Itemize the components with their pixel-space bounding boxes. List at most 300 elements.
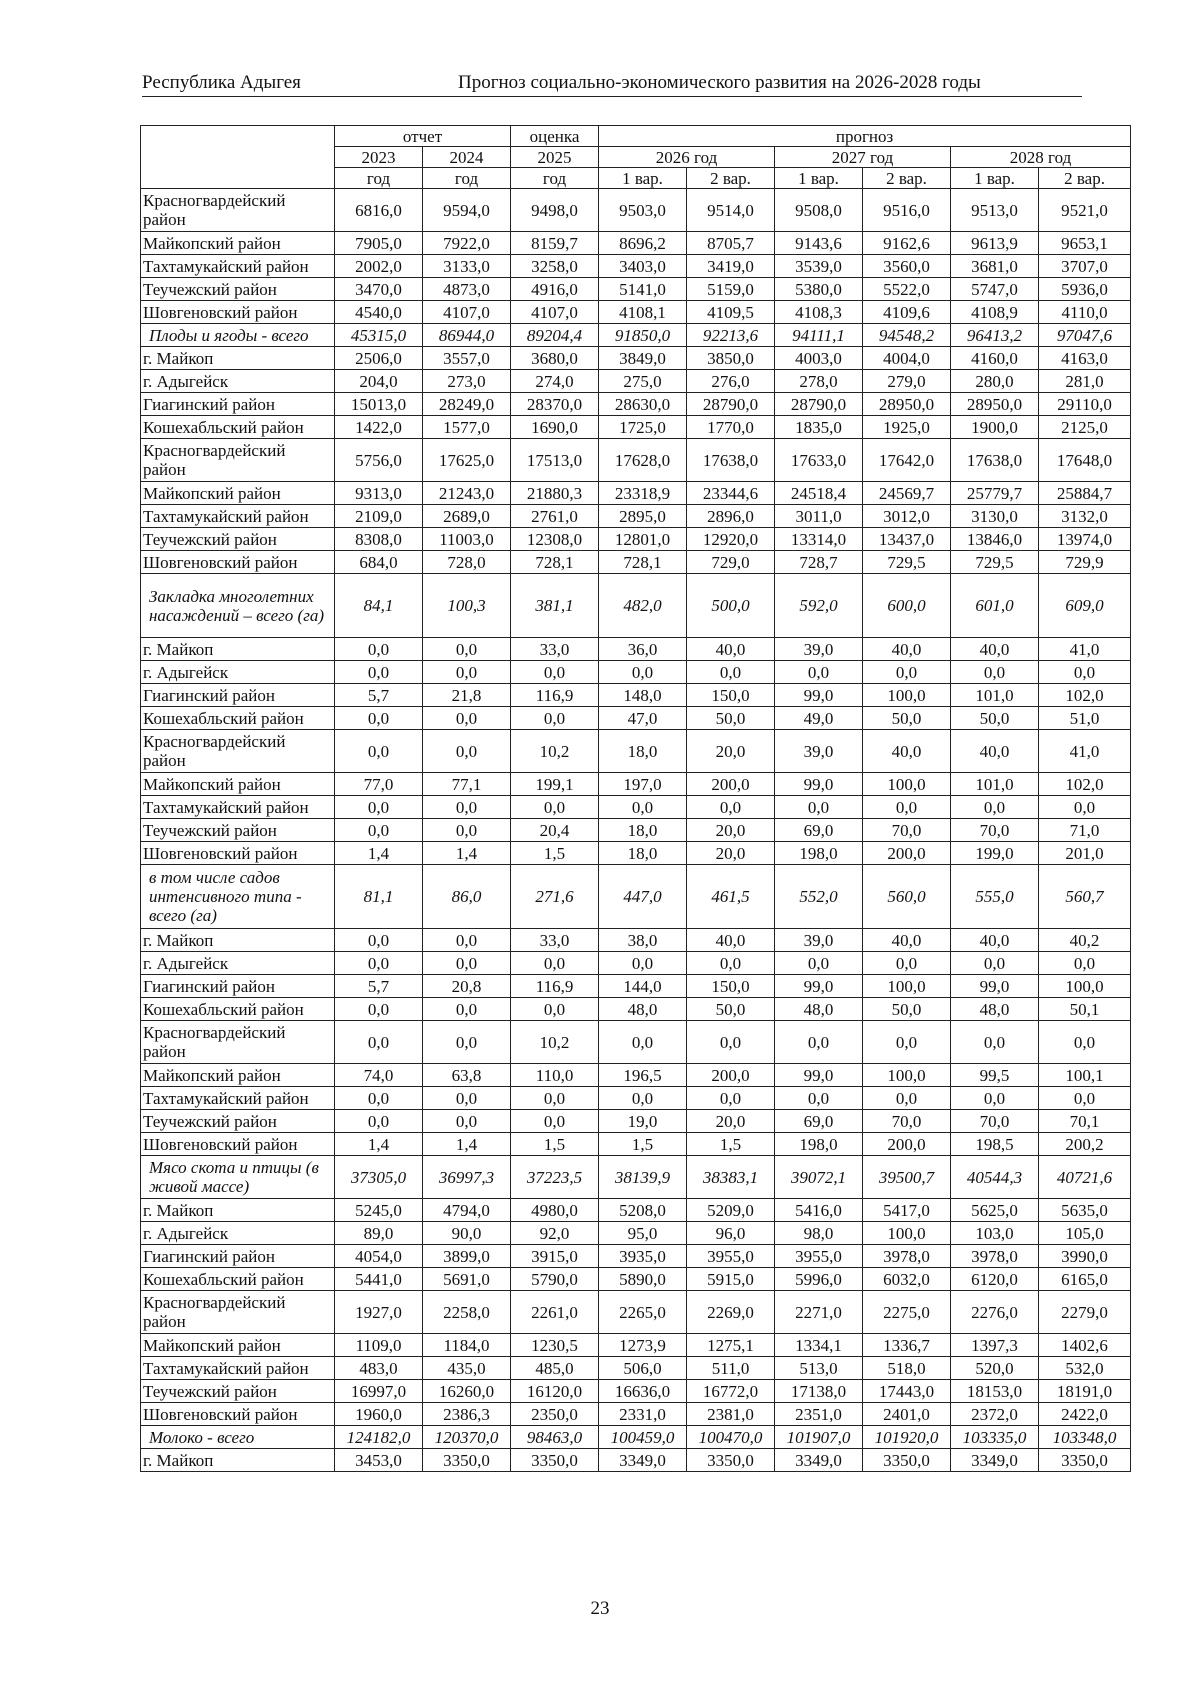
- value-cell: 99,0: [951, 975, 1039, 998]
- value-cell: 48,0: [775, 998, 863, 1021]
- value-cell: 447,0: [599, 865, 687, 929]
- value-cell: 8308,0: [335, 528, 423, 551]
- value-cell: 1927,0: [335, 1291, 423, 1334]
- value-cell: 5890,0: [599, 1268, 687, 1291]
- value-cell: 1184,0: [423, 1334, 511, 1357]
- value-cell: 45315,0: [335, 324, 423, 347]
- value-cell: 3132,0: [1039, 505, 1131, 528]
- value-cell: 2761,0: [511, 505, 599, 528]
- value-cell: 10,2: [511, 730, 599, 773]
- value-cell: 33,0: [511, 929, 599, 952]
- value-cell: 9521,0: [1039, 189, 1131, 232]
- value-cell: 729,5: [863, 551, 951, 574]
- header-year-2025: 2025: [511, 147, 599, 168]
- value-cell: 0,0: [423, 998, 511, 1021]
- value-cell: 9613,9: [951, 232, 1039, 255]
- value-cell: 3539,0: [775, 255, 863, 278]
- value-cell: 3130,0: [951, 505, 1039, 528]
- value-cell: 70,0: [951, 1110, 1039, 1133]
- value-cell: 9513,0: [951, 189, 1039, 232]
- row-label: г. Адыгейск: [141, 661, 335, 684]
- value-cell: 92213,6: [687, 324, 775, 347]
- value-cell: 105,0: [1039, 1222, 1131, 1245]
- value-cell: 18153,0: [951, 1380, 1039, 1403]
- value-cell: 2372,0: [951, 1403, 1039, 1426]
- table-row: [141, 952, 1131, 975]
- table-row: [141, 1380, 1131, 1403]
- row-label: Закладка многолетних насаждений – всего (га): [141, 574, 335, 638]
- row-label: г. Майкоп: [141, 638, 335, 661]
- value-cell: 98,0: [775, 1222, 863, 1245]
- table-row: [141, 1403, 1131, 1426]
- value-cell: 100,0: [863, 1222, 951, 1245]
- value-cell: 0,0: [423, 1110, 511, 1133]
- value-cell: 37305,0: [335, 1156, 423, 1199]
- category-row: [141, 1156, 1131, 1199]
- value-cell: 0,0: [863, 796, 951, 819]
- row-label: Шовгеновский район: [141, 1403, 335, 1426]
- value-cell: 0,0: [1039, 1021, 1131, 1064]
- value-cell: 5747,0: [951, 278, 1039, 301]
- value-cell: 17443,0: [863, 1380, 951, 1403]
- value-cell: 0,0: [599, 1021, 687, 1064]
- value-cell: 2896,0: [687, 505, 775, 528]
- value-cell: 41,0: [1039, 730, 1131, 773]
- row-label: Майкопский район: [141, 482, 335, 505]
- value-cell: 99,0: [775, 684, 863, 707]
- value-cell: 102,0: [1039, 773, 1131, 796]
- value-cell: 81,1: [335, 865, 423, 929]
- value-cell: 1,5: [511, 842, 599, 865]
- value-cell: 3899,0: [423, 1245, 511, 1268]
- value-cell: 40,0: [951, 638, 1039, 661]
- value-cell: 18,0: [599, 842, 687, 865]
- value-cell: 200,0: [687, 1064, 775, 1087]
- value-cell: 729,0: [687, 551, 775, 574]
- value-cell: 1230,5: [511, 1334, 599, 1357]
- value-cell: 150,0: [687, 684, 775, 707]
- value-cell: 5790,0: [511, 1268, 599, 1291]
- table-row: [141, 416, 1131, 439]
- row-label: в том числе садов интенсивного типа - всего (га): [141, 865, 335, 929]
- value-cell: 77,0: [335, 773, 423, 796]
- table-row: [141, 1110, 1131, 1133]
- value-cell: 3350,0: [423, 1449, 511, 1472]
- value-cell: 6816,0: [335, 189, 423, 232]
- value-cell: 199,1: [511, 773, 599, 796]
- value-cell: 6165,0: [1039, 1268, 1131, 1291]
- header-god-2023: год: [335, 168, 423, 189]
- value-cell: 0,0: [423, 661, 511, 684]
- value-cell: 41,0: [1039, 638, 1131, 661]
- category-row: [141, 865, 1131, 929]
- table-row: [141, 189, 1131, 232]
- value-cell: 40,0: [951, 730, 1039, 773]
- table-row: [141, 1357, 1131, 1380]
- value-cell: 16636,0: [599, 1380, 687, 1403]
- value-cell: 91850,0: [599, 324, 687, 347]
- value-cell: 1,5: [511, 1133, 599, 1156]
- table-row: [141, 505, 1131, 528]
- value-cell: 0,0: [335, 819, 423, 842]
- value-cell: 2350,0: [511, 1403, 599, 1426]
- value-cell: 99,0: [775, 975, 863, 998]
- value-cell: 4794,0: [423, 1199, 511, 1222]
- value-cell: 89204,4: [511, 324, 599, 347]
- value-cell: 50,0: [951, 707, 1039, 730]
- value-cell: 9508,0: [775, 189, 863, 232]
- header-2027-var2: 2 вар.: [863, 168, 951, 189]
- value-cell: 511,0: [687, 1357, 775, 1380]
- value-cell: 0,0: [423, 796, 511, 819]
- table-row: [141, 1021, 1131, 1064]
- value-cell: 100459,0: [599, 1426, 687, 1449]
- value-cell: 39,0: [775, 730, 863, 773]
- value-cell: 13437,0: [863, 528, 951, 551]
- value-cell: 100,0: [863, 773, 951, 796]
- value-cell: 200,2: [1039, 1133, 1131, 1156]
- value-cell: 3349,0: [951, 1449, 1039, 1472]
- value-cell: 4980,0: [511, 1199, 599, 1222]
- value-cell: 4108,9: [951, 301, 1039, 324]
- row-label: Тахтамукайский район: [141, 505, 335, 528]
- value-cell: 3707,0: [1039, 255, 1131, 278]
- table-row: [141, 819, 1131, 842]
- value-cell: 3850,0: [687, 347, 775, 370]
- value-cell: 50,0: [863, 998, 951, 1021]
- value-cell: 17625,0: [423, 439, 511, 482]
- value-cell: 3011,0: [775, 505, 863, 528]
- value-cell: 0,0: [335, 1087, 423, 1110]
- value-cell: 0,0: [335, 929, 423, 952]
- value-cell: 560,0: [863, 865, 951, 929]
- value-cell: 3350,0: [863, 1449, 951, 1472]
- value-cell: 276,0: [687, 370, 775, 393]
- value-cell: 84,1: [335, 574, 423, 638]
- value-cell: 3935,0: [599, 1245, 687, 1268]
- value-cell: 11003,0: [423, 528, 511, 551]
- value-cell: 1725,0: [599, 416, 687, 439]
- value-cell: 0,0: [951, 952, 1039, 975]
- value-cell: 3453,0: [335, 1449, 423, 1472]
- value-cell: 0,0: [599, 796, 687, 819]
- value-cell: 4003,0: [775, 347, 863, 370]
- value-cell: 1397,3: [951, 1334, 1039, 1357]
- row-label: Красногвардейский район: [141, 730, 335, 773]
- value-cell: 20,0: [687, 730, 775, 773]
- value-cell: 200,0: [863, 842, 951, 865]
- value-cell: 8705,7: [687, 232, 775, 255]
- value-cell: 1336,7: [863, 1334, 951, 1357]
- header-group-report: отчет: [335, 126, 511, 147]
- value-cell: 729,9: [1039, 551, 1131, 574]
- table-row: [141, 975, 1131, 998]
- value-cell: 28249,0: [423, 393, 511, 416]
- value-cell: 2351,0: [775, 1403, 863, 1426]
- value-cell: 2276,0: [951, 1291, 1039, 1334]
- value-cell: 9498,0: [511, 189, 599, 232]
- value-cell: 70,0: [951, 819, 1039, 842]
- value-cell: 50,0: [687, 998, 775, 1021]
- value-cell: 3133,0: [423, 255, 511, 278]
- value-cell: 9503,0: [599, 189, 687, 232]
- value-cell: 275,0: [599, 370, 687, 393]
- value-cell: 5635,0: [1039, 1199, 1131, 1222]
- value-cell: 102,0: [1039, 684, 1131, 707]
- value-cell: 7922,0: [423, 232, 511, 255]
- value-cell: 1422,0: [335, 416, 423, 439]
- value-cell: 0,0: [687, 1021, 775, 1064]
- value-cell: 0,0: [775, 661, 863, 684]
- value-cell: 1273,9: [599, 1334, 687, 1357]
- value-cell: 28370,0: [511, 393, 599, 416]
- value-cell: 0,0: [511, 661, 599, 684]
- value-cell: 99,0: [775, 773, 863, 796]
- value-cell: 40,0: [951, 929, 1039, 952]
- value-cell: 197,0: [599, 773, 687, 796]
- row-label: Плоды и ягоды - всего: [141, 324, 335, 347]
- row-label: Тахтамукайский район: [141, 255, 335, 278]
- value-cell: 0,0: [687, 661, 775, 684]
- value-cell: 5416,0: [775, 1199, 863, 1222]
- value-cell: 2386,3: [423, 1403, 511, 1426]
- value-cell: 2002,0: [335, 255, 423, 278]
- value-cell: 4916,0: [511, 278, 599, 301]
- table-row: [141, 232, 1131, 255]
- value-cell: 17633,0: [775, 439, 863, 482]
- value-cell: 94548,2: [863, 324, 951, 347]
- value-cell: 0,0: [863, 1087, 951, 1110]
- value-cell: 2422,0: [1039, 1403, 1131, 1426]
- value-cell: 17638,0: [951, 439, 1039, 482]
- value-cell: 2689,0: [423, 505, 511, 528]
- value-cell: 2401,0: [863, 1403, 951, 1426]
- value-cell: 101920,0: [863, 1426, 951, 1449]
- value-cell: 99,5: [951, 1064, 1039, 1087]
- value-cell: 5441,0: [335, 1268, 423, 1291]
- row-label: г. Адыгейск: [141, 1222, 335, 1245]
- value-cell: 89,0: [335, 1222, 423, 1245]
- value-cell: 4109,5: [687, 301, 775, 324]
- value-cell: 48,0: [951, 998, 1039, 1021]
- value-cell: 552,0: [775, 865, 863, 929]
- value-cell: 5625,0: [951, 1199, 1039, 1222]
- value-cell: 100,1: [1039, 1064, 1131, 1087]
- value-cell: 609,0: [1039, 574, 1131, 638]
- table-row: [141, 773, 1131, 796]
- row-label: Тахтамукайский район: [141, 1357, 335, 1380]
- value-cell: 1,5: [687, 1133, 775, 1156]
- value-cell: 5141,0: [599, 278, 687, 301]
- value-cell: 4108,1: [599, 301, 687, 324]
- value-cell: 16997,0: [335, 1380, 423, 1403]
- value-cell: 3258,0: [511, 255, 599, 278]
- row-label: г. Майкоп: [141, 347, 335, 370]
- value-cell: 1334,1: [775, 1334, 863, 1357]
- value-cell: 555,0: [951, 865, 1039, 929]
- value-cell: 279,0: [863, 370, 951, 393]
- value-cell: 3990,0: [1039, 1245, 1131, 1268]
- value-cell: 2265,0: [599, 1291, 687, 1334]
- table-row: [141, 278, 1131, 301]
- value-cell: 99,0: [775, 1064, 863, 1087]
- value-cell: 47,0: [599, 707, 687, 730]
- value-cell: 4108,3: [775, 301, 863, 324]
- value-cell: 3915,0: [511, 1245, 599, 1268]
- header-group-forecast: прогноз: [599, 126, 1131, 147]
- value-cell: 51,0: [1039, 707, 1131, 730]
- value-cell: 278,0: [775, 370, 863, 393]
- value-cell: 17638,0: [687, 439, 775, 482]
- value-cell: 21880,3: [511, 482, 599, 505]
- value-cell: 36,0: [599, 638, 687, 661]
- header-2027-var1: 1 вар.: [775, 168, 863, 189]
- row-label: Кошехабльский район: [141, 1268, 335, 1291]
- row-label: Майкопский район: [141, 773, 335, 796]
- table-row: [141, 842, 1131, 865]
- row-label: Майкопский район: [141, 1064, 335, 1087]
- value-cell: 1925,0: [863, 416, 951, 439]
- value-cell: 271,6: [511, 865, 599, 929]
- value-cell: 25779,7: [951, 482, 1039, 505]
- value-cell: 28790,0: [775, 393, 863, 416]
- table-row: [141, 551, 1131, 574]
- value-cell: 3560,0: [863, 255, 951, 278]
- table-row: [141, 482, 1131, 505]
- table-row: [141, 1245, 1131, 1268]
- value-cell: 37223,5: [511, 1156, 599, 1199]
- header-document-title: Прогноз социально-экономического развития на 2026-2028 годы: [458, 72, 981, 93]
- value-cell: 2269,0: [687, 1291, 775, 1334]
- value-cell: 16772,0: [687, 1380, 775, 1403]
- value-cell: 100,0: [1039, 975, 1131, 998]
- value-cell: 0,0: [775, 1021, 863, 1064]
- table-row: [141, 707, 1131, 730]
- value-cell: 0,0: [951, 1021, 1039, 1064]
- value-cell: 601,0: [951, 574, 1039, 638]
- table-row: [141, 1268, 1131, 1291]
- value-cell: 70,0: [863, 819, 951, 842]
- value-cell: 0,0: [1039, 661, 1131, 684]
- table-row: [141, 730, 1131, 773]
- value-cell: 71,0: [1039, 819, 1131, 842]
- value-cell: 1577,0: [423, 416, 511, 439]
- value-cell: 0,0: [335, 998, 423, 1021]
- value-cell: 0,0: [335, 952, 423, 975]
- value-cell: 6032,0: [863, 1268, 951, 1291]
- row-label: Шовгеновский район: [141, 1133, 335, 1156]
- value-cell: 0,0: [951, 661, 1039, 684]
- table-row: [141, 255, 1131, 278]
- value-cell: 0,0: [599, 1087, 687, 1110]
- value-cell: 40,0: [863, 730, 951, 773]
- value-cell: 0,0: [335, 1110, 423, 1133]
- table-row: [141, 1222, 1131, 1245]
- value-cell: 4107,0: [423, 301, 511, 324]
- value-cell: 0,0: [1039, 952, 1131, 975]
- value-cell: 9162,6: [863, 232, 951, 255]
- value-cell: 0,0: [1039, 1087, 1131, 1110]
- header-year-2026: 2026 год: [599, 147, 775, 168]
- header-2028-var1: 1 вар.: [951, 168, 1039, 189]
- row-label: Теучежский район: [141, 278, 335, 301]
- row-label: Красногвардейский район: [141, 439, 335, 482]
- value-cell: 24569,7: [863, 482, 951, 505]
- value-cell: 19,0: [599, 1110, 687, 1133]
- value-cell: 116,9: [511, 684, 599, 707]
- value-cell: 3849,0: [599, 347, 687, 370]
- value-cell: 40,2: [1039, 929, 1131, 952]
- value-cell: 0,0: [511, 998, 599, 1021]
- row-label: Тахтамукайский район: [141, 1087, 335, 1110]
- row-label: Гиагинский район: [141, 393, 335, 416]
- table-row: [141, 301, 1131, 324]
- value-cell: 0,0: [423, 1087, 511, 1110]
- row-label: Кошехабльский район: [141, 998, 335, 1021]
- value-cell: 69,0: [775, 819, 863, 842]
- value-cell: 0,0: [423, 1021, 511, 1064]
- row-label: Красногвардейский район: [141, 189, 335, 232]
- value-cell: 86,0: [423, 865, 511, 929]
- value-cell: 101,0: [951, 773, 1039, 796]
- value-cell: 116,9: [511, 975, 599, 998]
- header-year-2027: 2027 год: [775, 147, 951, 168]
- value-cell: 124182,0: [335, 1426, 423, 1449]
- value-cell: 3470,0: [335, 278, 423, 301]
- value-cell: 13314,0: [775, 528, 863, 551]
- table-row: [141, 1064, 1131, 1087]
- value-cell: 74,0: [335, 1064, 423, 1087]
- header-2026-var2: 2 вар.: [687, 168, 775, 189]
- value-cell: 17513,0: [511, 439, 599, 482]
- value-cell: 0,0: [511, 1110, 599, 1133]
- value-cell: 592,0: [775, 574, 863, 638]
- value-cell: 100,0: [863, 684, 951, 707]
- value-cell: 5996,0: [775, 1268, 863, 1291]
- value-cell: 485,0: [511, 1357, 599, 1380]
- value-cell: 3350,0: [687, 1449, 775, 1472]
- value-cell: 1690,0: [511, 416, 599, 439]
- value-cell: 0,0: [423, 730, 511, 773]
- header-empty-cell: [141, 126, 335, 189]
- row-label: Теучежский район: [141, 1380, 335, 1403]
- row-label: Мясо скота и птицы (в живой массе): [141, 1156, 335, 1199]
- table-row: [141, 684, 1131, 707]
- value-cell: 18191,0: [1039, 1380, 1131, 1403]
- value-cell: 4163,0: [1039, 347, 1131, 370]
- value-cell: 39500,7: [863, 1156, 951, 1199]
- row-label: Теучежский район: [141, 819, 335, 842]
- value-cell: 3012,0: [863, 505, 951, 528]
- row-label: Майкопский район: [141, 232, 335, 255]
- row-label: Гиагинский район: [141, 684, 335, 707]
- value-cell: 684,0: [335, 551, 423, 574]
- value-cell: 20,0: [687, 1110, 775, 1133]
- value-cell: 100,0: [863, 1064, 951, 1087]
- value-cell: 86944,0: [423, 324, 511, 347]
- value-cell: 0,0: [335, 1021, 423, 1064]
- value-cell: 0,0: [335, 638, 423, 661]
- table-row: [141, 347, 1131, 370]
- row-label: Шовгеновский район: [141, 301, 335, 324]
- value-cell: 5245,0: [335, 1199, 423, 1222]
- table-row: [141, 393, 1131, 416]
- value-cell: 0,0: [335, 661, 423, 684]
- value-cell: 40,0: [687, 638, 775, 661]
- value-cell: 5,7: [335, 684, 423, 707]
- value-cell: 0,0: [1039, 796, 1131, 819]
- value-cell: 39,0: [775, 929, 863, 952]
